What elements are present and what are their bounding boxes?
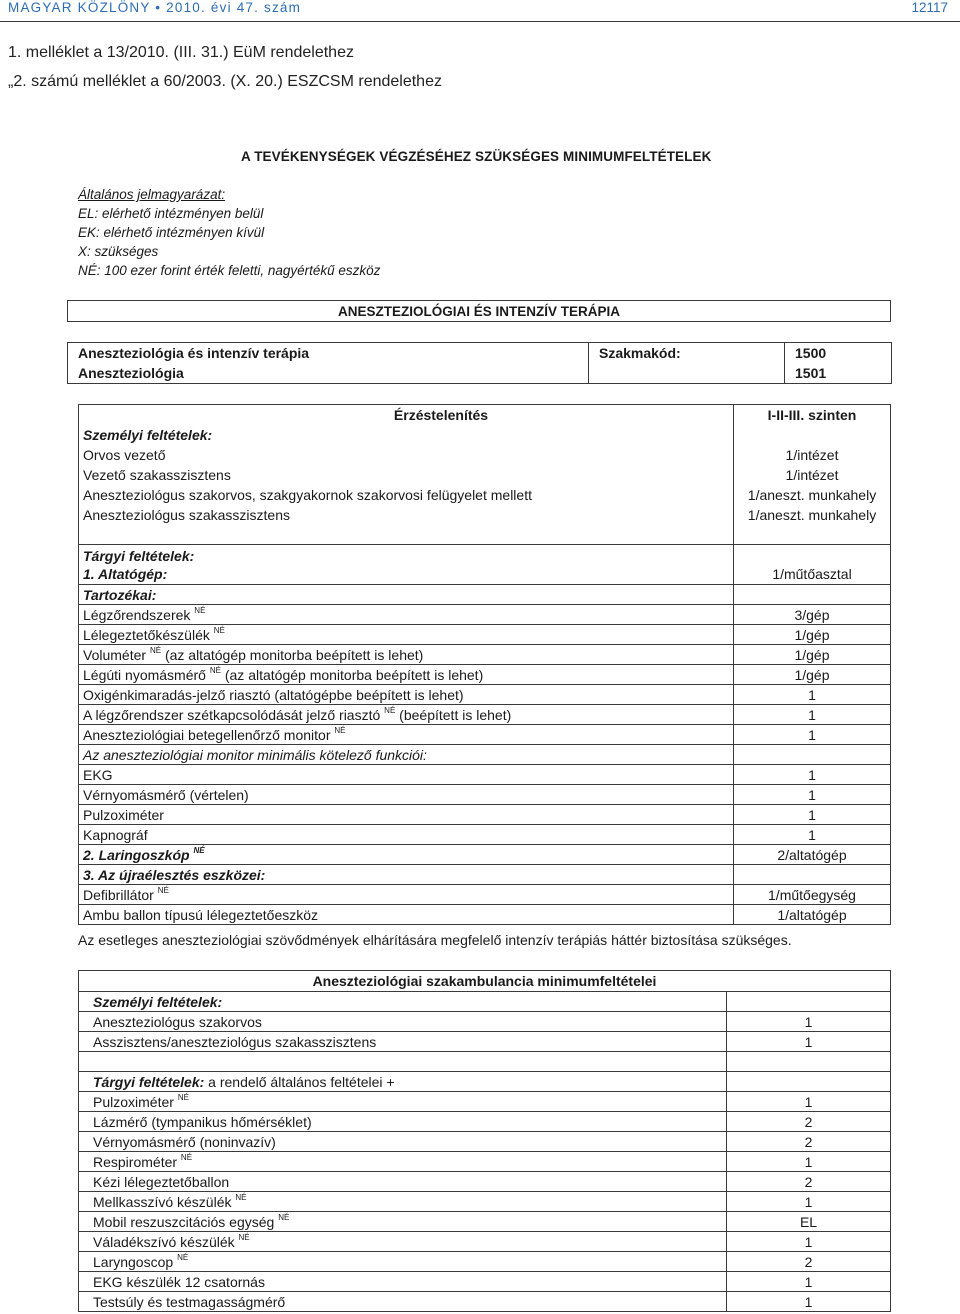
ujraelesztes-list xyxy=(79,885,891,925)
szak-personal-value: 1 xyxy=(727,1012,891,1032)
tartozek-value: 1/gép xyxy=(734,645,891,665)
tartozek-item-label: Légúti nyomásmérő xyxy=(83,666,206,683)
tartozek-item xyxy=(79,685,734,705)
szak-material-header-cell xyxy=(79,1072,727,1092)
tartozek-item-suffix: (az altatógép monitorba beépített is lehet) xyxy=(220,666,484,683)
szak-material-value: 2 xyxy=(727,1112,891,1132)
szak-material-value: 1 xyxy=(727,1152,891,1172)
tartozek-value: 1/gép xyxy=(734,625,891,645)
tartozekai-header: Tartozékai: xyxy=(79,585,734,605)
tartozek-item-label: Oxigénkimaradás-jelző riasztó (altatógépbe beépített is lehet) xyxy=(83,686,464,703)
journal-header xyxy=(8,0,301,15)
personal-item: Aneszteziológus szakasszisztens xyxy=(79,505,734,525)
tartozekai-list xyxy=(79,605,891,745)
tartozek-value: 3/gép xyxy=(734,605,891,625)
szak-material-value: 2 xyxy=(727,1132,891,1152)
szak-personal-header: Személyi feltételek: xyxy=(79,992,727,1012)
tartozek-item-suffix: (az altatógép monitorba beépített is lehet) xyxy=(161,646,424,663)
ne-marker: NÉ xyxy=(177,1092,189,1102)
laringoszkop-value: 2/altatógép xyxy=(734,845,891,865)
szak-material-item-label: Lázmérő (tympanikus hőmérséklet) xyxy=(93,1113,312,1130)
erzestelenites-table xyxy=(78,404,891,925)
personal-item: Vezető szakasszisztens xyxy=(79,465,734,485)
szak-material-item-label: Respirométer xyxy=(93,1153,178,1170)
specialty-name-2: Aneszteziológia xyxy=(68,363,589,384)
szak-material-header-suffix: a rendelő általános feltételei + xyxy=(204,1073,395,1090)
legend-item: NÉ: 100 ezer forint érték feletti, nagyértékű eszköz xyxy=(78,263,381,278)
erzestelenites-title: Érzéstelenítés xyxy=(79,405,734,425)
tartozek-item xyxy=(79,705,734,725)
ne-marker: NÉ xyxy=(157,885,169,895)
personal-value: 1/aneszt. munkahely xyxy=(734,485,891,505)
ne-marker: NÉ xyxy=(235,1192,247,1202)
altatogep-value: 1/műtőasztal xyxy=(734,565,891,585)
szak-material-item xyxy=(79,1272,727,1292)
ne-marker: NÉ xyxy=(213,625,225,635)
ne-marker: NÉ xyxy=(384,705,396,715)
ujraelesztes-value: 1/altatógép xyxy=(734,905,891,925)
szak-material-item xyxy=(79,1252,727,1272)
szak-material-item xyxy=(79,1212,727,1232)
annex-line-2: „2. számú melléklet a 60/2003. (X. 20.) ESZCSM rendelethez xyxy=(8,73,442,90)
szak-material-item xyxy=(79,1292,727,1312)
szak-material-item xyxy=(79,1172,727,1192)
journal-issue: 2010. évi 47. szám xyxy=(166,0,302,15)
szak-material-value: 2 xyxy=(727,1252,891,1272)
monitor-function-value: 1 xyxy=(734,765,891,785)
level-label: I-II-III. szinten xyxy=(734,405,891,425)
tartozek-item-suffix: (beépített is lehet) xyxy=(395,706,512,723)
ne-marker: NÉ xyxy=(180,1152,193,1162)
legend-item: EL: elérhető intézményen belül xyxy=(78,206,264,221)
monitor-function-item-label: Vérnyomásmérő (vértelen) xyxy=(83,786,249,803)
ne-marker: NÉ xyxy=(209,665,221,675)
header-bullet: • xyxy=(155,0,162,15)
monitor-function-item-label: Kapnográf xyxy=(83,826,148,843)
ujraelesztes-header: 3. Az újraélesztés eszközei: xyxy=(79,865,734,885)
personal-value: 1/intézet xyxy=(734,445,891,465)
personal-value: 1/intézet xyxy=(734,465,891,485)
szak-personal-value: 1 xyxy=(727,1032,891,1052)
szak-material-item-label: Kézi lélegeztetőballon xyxy=(93,1173,230,1190)
ne-marker: NÉ xyxy=(194,605,206,615)
monitor-function-item xyxy=(79,785,734,805)
specialty-code-2: 1501 xyxy=(785,363,892,384)
szak-material-item-label: Váladékszívó készülék xyxy=(93,1233,235,1250)
ne-marker: NÉ xyxy=(177,1252,189,1262)
szak-material-value: 1 xyxy=(727,1292,891,1312)
header-rule xyxy=(0,21,960,22)
szak-material-item-label: EKG készülék 12 csatornás xyxy=(93,1273,265,1290)
ujraelesztes-item-label: Defibrillátor xyxy=(83,886,154,903)
monitor-function-value: 1 xyxy=(734,785,891,805)
szakambulancia-table xyxy=(78,970,891,1312)
szak-material-item-label: Vérnyomásmérő (noninvazív) xyxy=(93,1133,276,1150)
tartozek-item xyxy=(79,605,734,625)
monitor-function-item-label: EKG xyxy=(83,766,113,783)
specialty-name-1: Aneszteziológia és intenzív terápia xyxy=(68,343,589,363)
legend-item: X: szükséges xyxy=(78,244,159,259)
tartozek-item-label: Lélegeztetőkészülék xyxy=(83,626,210,643)
tartozek-value: 1 xyxy=(734,705,891,725)
personal-value: 1/aneszt. munkahely xyxy=(734,505,891,525)
szak-material-item-label: Mellkasszívó készülék xyxy=(93,1193,232,1210)
monitor-function-value: 1 xyxy=(734,825,891,845)
tartozek-value: 1 xyxy=(734,725,891,745)
monitor-function-value: 1 xyxy=(734,805,891,825)
monitor-function-item-label: Pulzoximéter xyxy=(83,806,164,823)
szak-material-item-label: Mobil reszuszcitációs egység xyxy=(93,1213,275,1230)
ne-marker: NÉ xyxy=(193,845,205,855)
tartozek-item-label: Voluméter xyxy=(83,646,147,663)
szak-material-value: 1 xyxy=(727,1272,891,1292)
szak-material-item-label: Testsúly és testmagasságmérő xyxy=(93,1293,286,1310)
szak-material-value: EL xyxy=(727,1212,891,1232)
personal-item: Aneszteziológus szakorvos, szakgyakornok szakorvosi felügyelet mellett xyxy=(79,485,734,505)
page-number: 12117 xyxy=(911,0,948,15)
ne-marker: NÉ xyxy=(149,645,162,655)
legend-title: Általános jelmagyarázat: xyxy=(78,187,226,202)
tartozek-value: 1/gép xyxy=(734,665,891,685)
personal-header: Személyi feltételek: xyxy=(79,425,734,445)
ne-marker: NÉ xyxy=(334,725,346,735)
tartozek-item xyxy=(79,645,734,665)
szak-material-item-label: Pulzoximéter xyxy=(93,1093,174,1110)
section-title-box xyxy=(67,300,891,322)
altatogep-label: 1. Altatógép: xyxy=(79,565,734,585)
szakambulancia-title: Aneszteziológiai szakambulancia minimumfeltételei xyxy=(79,971,891,992)
annex-line-1: 1. melléklet a 13/2010. (III. 31.) EüM rendelethez xyxy=(8,44,354,61)
legend-item: EK: elérhető intézményen kívül xyxy=(78,225,265,240)
main-title: A TEVÉKENYSÉGEK VÉGZÉSÉHEZ SZÜKSÉGES MINIMUMFELTÉTELEK xyxy=(241,149,712,164)
szak-material-item xyxy=(79,1092,727,1112)
szak-material-value: 1 xyxy=(727,1092,891,1112)
ujraelesztes-value: 1/műtőegység xyxy=(734,885,891,905)
szak-material-item xyxy=(79,1192,727,1212)
szak-material-item xyxy=(79,1232,727,1252)
tartozek-item-label: Aneszteziológiai betegellenőrző monitor xyxy=(83,726,331,743)
szak-material-item xyxy=(79,1152,727,1172)
szak-material-header: Tárgyi feltételek: xyxy=(93,1073,205,1090)
legend xyxy=(78,185,380,280)
tartozek-item-label: A légzőrendszer szétkapcsolódását jelző riasztó xyxy=(83,706,381,723)
ujraelesztes-item xyxy=(79,905,734,925)
section-title: ANESZTEZIOLÓGIAI ÉS INTENZÍV TERÁPIA xyxy=(337,304,621,319)
tartozek-item xyxy=(79,725,734,745)
monitor-function-item xyxy=(79,825,734,845)
monitor-header: Az aneszteziológiai monitor minimális kötelező funkciói: xyxy=(79,745,734,765)
szak-personal-item: Asszisztens/aneszteziológus szakasszisztens xyxy=(79,1032,727,1052)
specialty-table xyxy=(67,342,892,384)
ujraelesztes-item xyxy=(79,885,734,905)
personal-item: Orvos vezető xyxy=(79,445,734,465)
ne-marker: NÉ xyxy=(278,1212,290,1222)
szak-material-value: 2 xyxy=(727,1172,891,1192)
tartozek-item-label: Légzőrendszerek xyxy=(83,606,191,623)
ujraelesztes-item-label: Ambu ballon típusú lélegeztetőeszköz xyxy=(83,906,319,923)
tartozek-value: 1 xyxy=(734,685,891,705)
monitor-function-item xyxy=(79,765,734,785)
tartozek-item xyxy=(79,625,734,645)
szak-material-value: 1 xyxy=(727,1192,891,1212)
szak-material-list xyxy=(79,1092,891,1312)
material-header: Tárgyi feltételek: xyxy=(79,545,734,565)
monitor-functions-list xyxy=(79,765,891,845)
journal-name: MAGYAR KÖZLÖNY xyxy=(8,0,151,15)
monitor-function-item xyxy=(79,805,734,825)
tartozek-item xyxy=(79,665,734,685)
ne-marker: NÉ xyxy=(238,1232,250,1242)
szak-personal-item: Aneszteziológus szakorvos xyxy=(79,1012,727,1032)
specialty-code-1: 1500 xyxy=(785,343,892,363)
laringoszkop-label: 2. Laringoszkóp $^{NÉ}$ xyxy=(79,845,734,865)
szak-material-item xyxy=(79,1112,727,1132)
specialty-code-label: Szakmakód: xyxy=(589,343,785,363)
szak-material-item-label: Laryngoscop xyxy=(93,1253,174,1270)
footnote: Az esetleges aneszteziológiai szövődmények elhárítására megfelelő intenzív terápiás háttér biztosítása szükséges. xyxy=(78,932,792,948)
szak-material-value: 1 xyxy=(727,1232,891,1252)
szak-material-item xyxy=(79,1132,727,1152)
